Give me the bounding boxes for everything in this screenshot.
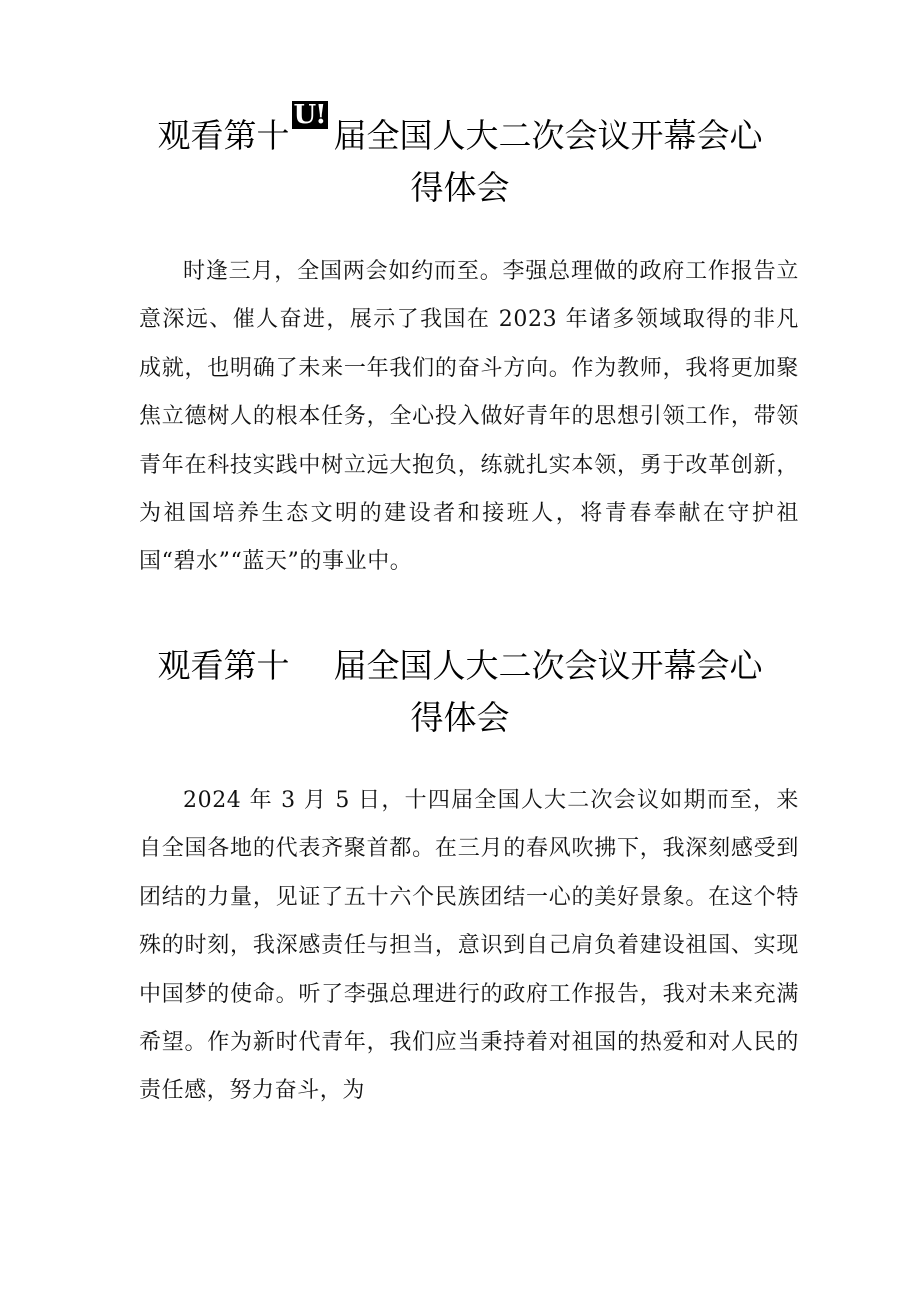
article-2 xyxy=(0,640,920,1104)
article-2-title-line2: 得体会 xyxy=(410,698,510,737)
article-1 xyxy=(0,100,920,575)
article-2-title-part2: 届全国人大二次会议开幕会心 xyxy=(333,646,763,685)
article-2-paragraph: 2024 年 3 月 5 日，十四届全国人大二次会议如期而至，来自全国各地的代表齐聚首都。在三月的春风吹拂下，我深刻感受到团结的力量，见证了五十六个民族团结一心的美好景象。在这个特殊的时刻，我深感责任与担当，意识到自己肩负着建设祖国、实现中国梦的使命。听了李强总理进行的政府工作报告，我对未来充满希望。作为新时代青年，我们应当秉持着对祖国的热爱和对人民的责任感，努力奋斗，为 xyxy=(139,788,799,1104)
article-2-title-line1 xyxy=(0,640,920,692)
title-gap xyxy=(290,100,334,151)
title-badge-glyph: U! xyxy=(293,100,326,130)
title-gap xyxy=(290,647,334,681)
article-1-title-line2: 得体会 xyxy=(410,168,510,207)
article-1-paragraph: 时逢三月，全国两会如约而至。李强总理做的政府工作报告立意深远、催人奋进，展示了我国在 2023 年诸多领域取得的非凡成就，也明确了未来一年我们的奋斗方向。作为教师，我将更加聚焦立德树人的根本任务，全心投入做好青年的思想引领工作，带领青年在科技实践中树立远大抱负，练就扎实本领，勇于改革创新，为祖国培养生态文明的建设者和接班人，将青春奉献在守护祖国“碧水”“蓝天”的事业中。 xyxy=(139,259,799,575)
article-1-title xyxy=(0,100,920,214)
article-2-title xyxy=(0,640,920,744)
article-2-title-part1: 观看第十 xyxy=(157,646,290,685)
article-1-title-part2: 届全国人大二次会议开幕会心 xyxy=(333,116,763,155)
article-1-title-part1: 观看第十 xyxy=(157,116,290,155)
article-1-title-line1 xyxy=(0,100,920,162)
